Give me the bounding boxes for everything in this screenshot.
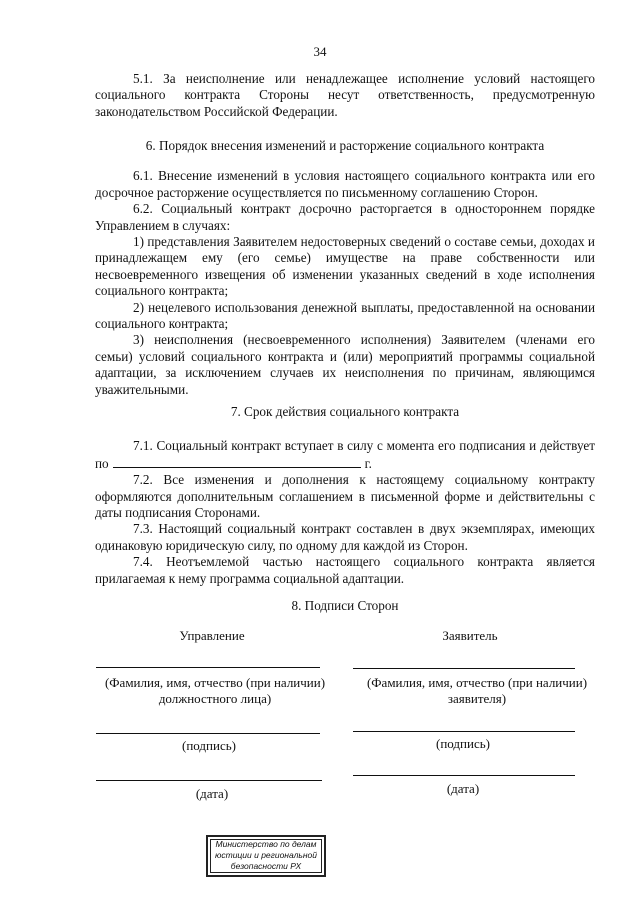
clause-7-1 [95,438,595,472]
clause-5-1: 5.1. За неисполнение или ненадлежащее исполнение условий настоящего социального контракта Стороны несут ответственность, предусмотренную законодательством Российской Федерации. [95,71,595,119]
right-signature-line[interactable] [353,731,575,732]
left-date-line[interactable] [96,780,322,781]
left-fio-caption: (Фамилия, имя, отчество (при наличии) должностного лица) [104,675,326,706]
clause-7-4: 7.4. Неотъемлемой частью настоящего социального контракта является прилагаемая к нему программа социальной адаптации. [95,554,595,586]
right-date-caption: (дата) [446,781,480,796]
date-blank-line[interactable] [113,455,361,468]
stamp-text: Министерство по делам юстиции и региональной безопасности РХ [214,839,318,871]
signatory-left-title: Управление [179,628,245,643]
clause-6-2-item-2: 2) нецелевого использования денежной выплаты, предоставленной на основании социального контракта; [95,299,595,332]
right-fio-line[interactable] [353,668,575,669]
left-signature-caption: (подпись) [182,738,236,753]
section-7 [95,404,595,587]
clause-7-1-year-suffix: г. [364,455,372,471]
right-fio-caption: (Фамилия, имя, отчество (при наличии) заявителя) [366,675,588,706]
left-fio-line[interactable] [96,667,320,668]
right-date-line[interactable] [353,775,575,776]
page-number: 34 [313,44,327,59]
clause-6-2-item-1: 1) представления Заявителем недостоверных сведений о составе семьи, доходах и принадлежащем ему (его семье) имуществе на праве собственности или несвоевременного извещения об изменении указанных сведений в ходе исполнения социального контракта; [95,234,595,299]
left-date-caption: (дата) [195,786,229,801]
clause-7-3: 7.3. Настоящий социальный контракт составлен в двух экземплярах, имеющих одинаковую юридическую силу, по одному для каждой из Сторон. [95,521,595,553]
right-signature-caption: (подпись) [436,736,490,751]
heading-section-7: 7. Срок действия социального контракта [230,404,460,419]
heading-section-6: 6. Порядок внесения изменений и расторжение социального контракта [145,138,545,153]
clause-6-1: 6.1. Внесение изменений в условия настоящего социального контракта или его досрочное расторжение осуществляется по письменному соглашению Сторон. [95,168,595,200]
left-signature-line[interactable] [96,733,320,734]
signatory-right-title: Заявитель [442,628,498,643]
section-6 [95,138,595,398]
clause-6-2: 6.2. Социальный контракт досрочно расторгается в одностороннем порядке Управлением в случаях: [95,201,595,233]
clause-7-2: 7.2. Все изменения и дополнения к настоящему социальному контракту оформляются дополнительным соглашением в письменной форме и действительны с даты подписания Сторонами. [95,472,595,521]
clause-6-2-item-3: 3) неисполнения (несвоевременного исполнения) Заявителем (членами его семьи) условий социального контракта и (или) мероприятий программы социальной адаптации, за исключением случаев их неисполнения по причинам, являющимся уважительными. [95,332,595,397]
section-5 [95,71,595,120]
clause-7-1-text: 7.1. Социальный контракт вступает в силу с момента его подписания и действует по [95,438,595,471]
ministry-stamp [206,835,326,877]
heading-section-8: 8. Подписи Сторон [291,598,399,613]
section-8 [95,598,595,614]
